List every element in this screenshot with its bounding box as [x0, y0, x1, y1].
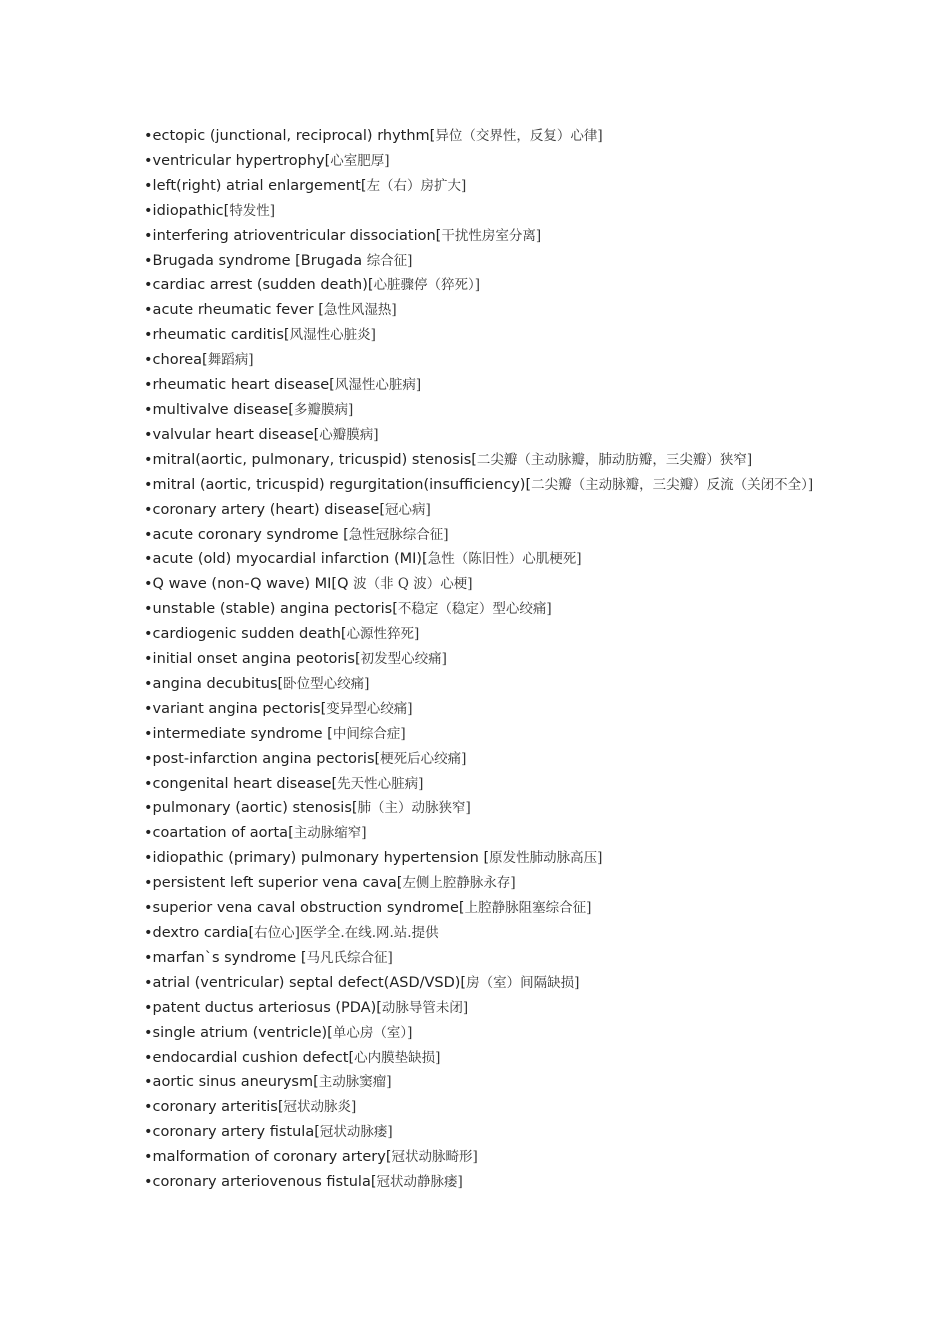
list-item [144, 224, 814, 249]
term-english: •cardiac arrest (sudden death)[ [144, 277, 374, 294]
term-chinese: 冠状动脉炎] [283, 1099, 357, 1116]
term-english: •patent ductus arteriosus (PDA)[ [144, 999, 382, 1016]
term-chinese: 多瓣膜病] [293, 401, 354, 418]
list-item [144, 373, 814, 398]
term-chinese: 单心房（室）] [332, 1024, 413, 1041]
list-item [144, 1145, 814, 1170]
term-english: •mitral (aortic, tricuspid) regurgitation(insufficiency)[ [144, 476, 532, 493]
term-chinese: 异位（交界性，反复）心律] [435, 128, 603, 144]
list-item [144, 199, 814, 224]
term-chinese: 先天性心脏病] [337, 775, 424, 792]
list-item [144, 298, 814, 323]
term-english: •intermediate syndrome [ [144, 725, 333, 742]
list-item [144, 398, 814, 423]
list-item [144, 996, 814, 1021]
term-chinese: 肺（主）动脉狭窄] [357, 800, 471, 817]
term-chinese: 马凡氏综合征] [306, 949, 393, 966]
term-chinese: 主动脉缩窄] [293, 825, 367, 842]
term-english: •valvular heart disease[ [144, 426, 320, 443]
term-chinese: 初发型心绞痛] [360, 651, 447, 668]
term-chinese: 左（右）房扩大] [366, 177, 467, 194]
list-item [144, 622, 814, 647]
term-english: •idiopathic (primary) pulmonary hypertension [ [144, 850, 490, 867]
term-english: •persistent left superior vena cava[ [144, 875, 403, 892]
term-chinese: 心内膜垫缺损] [354, 1049, 441, 1066]
list-item [144, 1046, 814, 1071]
list-item [144, 647, 814, 672]
list-item [144, 722, 814, 747]
term-english: •atrial (ventricular) septal defect(ASD/VSD)[ [144, 974, 467, 991]
term-chinese: 不稳定（稳定）型心绞痛] [397, 601, 552, 618]
list-item [144, 772, 814, 797]
list-item [144, 547, 814, 572]
term-chinese: 右位心]医学全.在线.网.站.提供 [254, 925, 439, 941]
term-english: •coronary arteritis[ [144, 1099, 284, 1116]
list-item [144, 473, 814, 498]
list-item [144, 747, 814, 772]
term-english: •ventricular hypertrophy[ [144, 152, 331, 169]
term-english: •angina decubitus[ [144, 675, 284, 692]
list-item [144, 672, 814, 697]
list-item [144, 846, 814, 871]
list-item [144, 1021, 814, 1046]
term-chinese: 二尖瓣（主动脉瓣，三尖瓣）反流（关闭不全）] [531, 476, 814, 493]
term-english: •multivalve disease[ [144, 401, 294, 418]
term-english: •interfering atrioventricular dissociation[ [144, 227, 442, 244]
term-chinese: 梗死后心绞痛] [380, 750, 467, 767]
term-english: •ectopic (junctional, reciprocal) rhythm[ [144, 128, 436, 144]
term-chinese: 原发性肺动脉高压] [489, 850, 603, 867]
term-chinese: 综合征] [366, 252, 413, 269]
list-item [144, 946, 814, 971]
list-item [144, 423, 814, 448]
term-chinese: 冠心病] [385, 501, 431, 518]
term-english: •coronary artery (heart) disease[ [144, 501, 386, 518]
list-item [144, 1120, 814, 1145]
term-chinese: 急性冠脉综合征] [348, 526, 449, 543]
list-item [144, 448, 814, 473]
term-english: •pulmonary (aortic) stenosis[ [144, 800, 358, 817]
list-item [144, 871, 814, 896]
term-chinese: 急性风湿热] [323, 302, 397, 319]
term-english: •coartation of aorta[ [144, 825, 294, 842]
list-item [144, 572, 814, 597]
list-item [144, 124, 814, 149]
term-chinese: 风湿性心脏炎] [289, 327, 376, 344]
term-chinese: 波（非 Q 波）心梗] [353, 576, 473, 593]
list-item [144, 697, 814, 722]
term-english: •single atrium (ventricle)[ [144, 1024, 333, 1041]
term-chinese: 舞蹈病] [207, 352, 254, 369]
list-item [144, 498, 814, 523]
term-english: •malformation of coronary artery[ [144, 1149, 392, 1166]
list-item [144, 174, 814, 199]
term-english: •cardiogenic sudden death[ [144, 626, 347, 643]
list-item [144, 523, 814, 548]
term-chinese: 风湿性心脏病] [334, 377, 422, 394]
term-chinese: 动脉导管未闭] [381, 999, 469, 1016]
term-english: •coronary arteriovenous fistula[ [144, 1174, 377, 1191]
term-english: •marfan`s syndrome [ [144, 949, 307, 966]
list-item [144, 821, 814, 846]
list-item [144, 796, 814, 821]
term-chinese: 冠状动脉畸形] [391, 1149, 478, 1166]
list-item [144, 1070, 814, 1095]
term-chinese: 心瓣膜病] [319, 426, 379, 443]
term-list [144, 124, 814, 1195]
term-chinese: 房（室）间隔缺损] [466, 974, 580, 991]
term-english: •left(right) atrial enlargement[ [144, 177, 367, 194]
term-chinese: 变异型心绞痛] [326, 700, 413, 717]
term-chinese: 心脏骤停（猝死）] [373, 277, 481, 294]
list-item [144, 273, 814, 298]
term-english: •coronary artery fistula[ [144, 1124, 320, 1141]
term-english: •Brugada syndrome [Brugada [144, 252, 367, 269]
list-item [144, 597, 814, 622]
term-english: •dextro cardia[ [144, 925, 255, 941]
term-chinese: 干扰性房室分离] [441, 227, 542, 244]
term-english: •unstable (stable) angina pectoris[ [144, 601, 398, 618]
term-chinese: 冠状动脉瘘] [319, 1124, 393, 1141]
term-chinese: 上腔静脉阻塞综合征] [464, 900, 592, 917]
list-item [144, 1095, 814, 1120]
term-english: •initial onset angina peotoris[ [144, 651, 361, 668]
term-english: •rheumatic carditis[ [144, 327, 290, 344]
term-english: •aortic sinus aneurysm[ [144, 1074, 319, 1091]
term-chinese: 卧位型心绞痛] [283, 675, 370, 692]
term-english: •Q wave (non-Q wave) MI[Q [144, 576, 354, 593]
term-english: •congenital heart disease[ [144, 775, 338, 792]
term-english: •acute (old) myocardial infarction (MI)[ [144, 551, 428, 568]
list-item [144, 149, 814, 174]
term-chinese: 主动脉窦瘤] [318, 1074, 392, 1091]
list-item [144, 896, 814, 921]
document-page [144, 124, 814, 1195]
term-chinese: 左侧上腔静脉永存] [402, 875, 516, 892]
list-item [144, 249, 814, 274]
term-chinese: 心源性猝死] [346, 626, 420, 643]
term-english: •mitral(aortic, pulmonary, tricuspid) stenosis[ [144, 451, 477, 468]
term-english: •acute coronary syndrome [ [144, 526, 349, 543]
term-english: •post-infarction angina pectoris[ [144, 750, 381, 767]
list-item [144, 323, 814, 348]
term-chinese: 冠状动静脉瘘] [376, 1174, 463, 1191]
term-english: •variant angina pectoris[ [144, 700, 327, 717]
term-english: •superior vena caval obstruction syndrome[ [144, 900, 465, 917]
term-english: •endocardial cushion defect[ [144, 1049, 355, 1066]
term-chinese: 中间综合症] [332, 725, 406, 742]
term-english: •idiopathic[ [144, 202, 230, 219]
list-item [144, 348, 814, 373]
term-english: •acute rheumatic fever [ [144, 302, 324, 319]
term-chinese: 二尖瓣（主动脉瓣，肺动肪瓣，三尖瓣）狭窄] [476, 451, 753, 468]
list-item [144, 1170, 814, 1195]
term-english: •rheumatic heart disease[ [144, 377, 335, 394]
list-item [144, 921, 814, 946]
list-item [144, 971, 814, 996]
term-chinese: 急性（陈旧性）心肌梗死] [427, 551, 582, 568]
term-chinese: 心室肥厚] [330, 152, 390, 169]
term-english: •chorea[ [144, 352, 208, 369]
term-chinese: 特发性] [229, 202, 276, 219]
